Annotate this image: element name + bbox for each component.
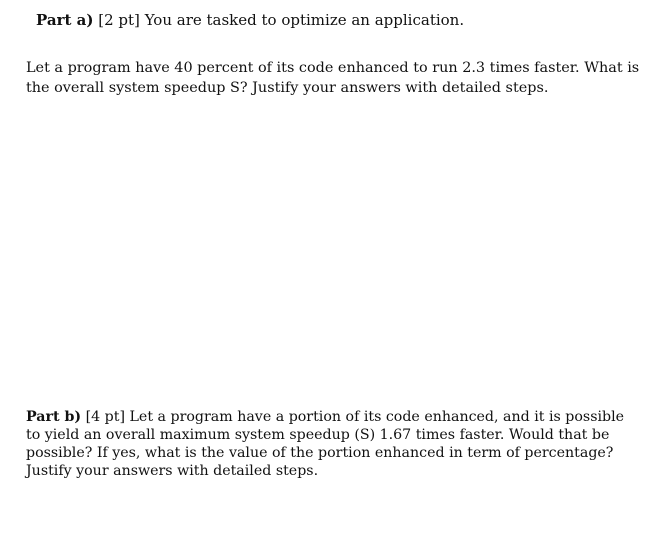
part-a-points: [2 pt] <box>98 11 140 29</box>
part-a-title: You are tasked to optimize an application. <box>144 11 465 29</box>
part-b-points: [4 pt] <box>85 409 125 425</box>
part-a-question: Let a program have 40 percent of its code enhanced to run 2.3 times faster. What is the overall system speedup S? Justify your answers with detailed steps. <box>26 60 640 96</box>
part-a-heading <box>36 10 464 30</box>
part-b-question: Let a program have a portion of its code enhanced, and it is possible to yield an overall maximum system speedup (S) 1.67 times faster. Would that be possible? If yes, what is the value of the portion enhanced in term of percentage? Justify your answers with detailed steps. <box>26 409 625 479</box>
part-b-label: Part b) <box>26 409 82 425</box>
part-b-paragraph <box>26 408 626 480</box>
part-a-label: Part a) <box>36 11 94 29</box>
